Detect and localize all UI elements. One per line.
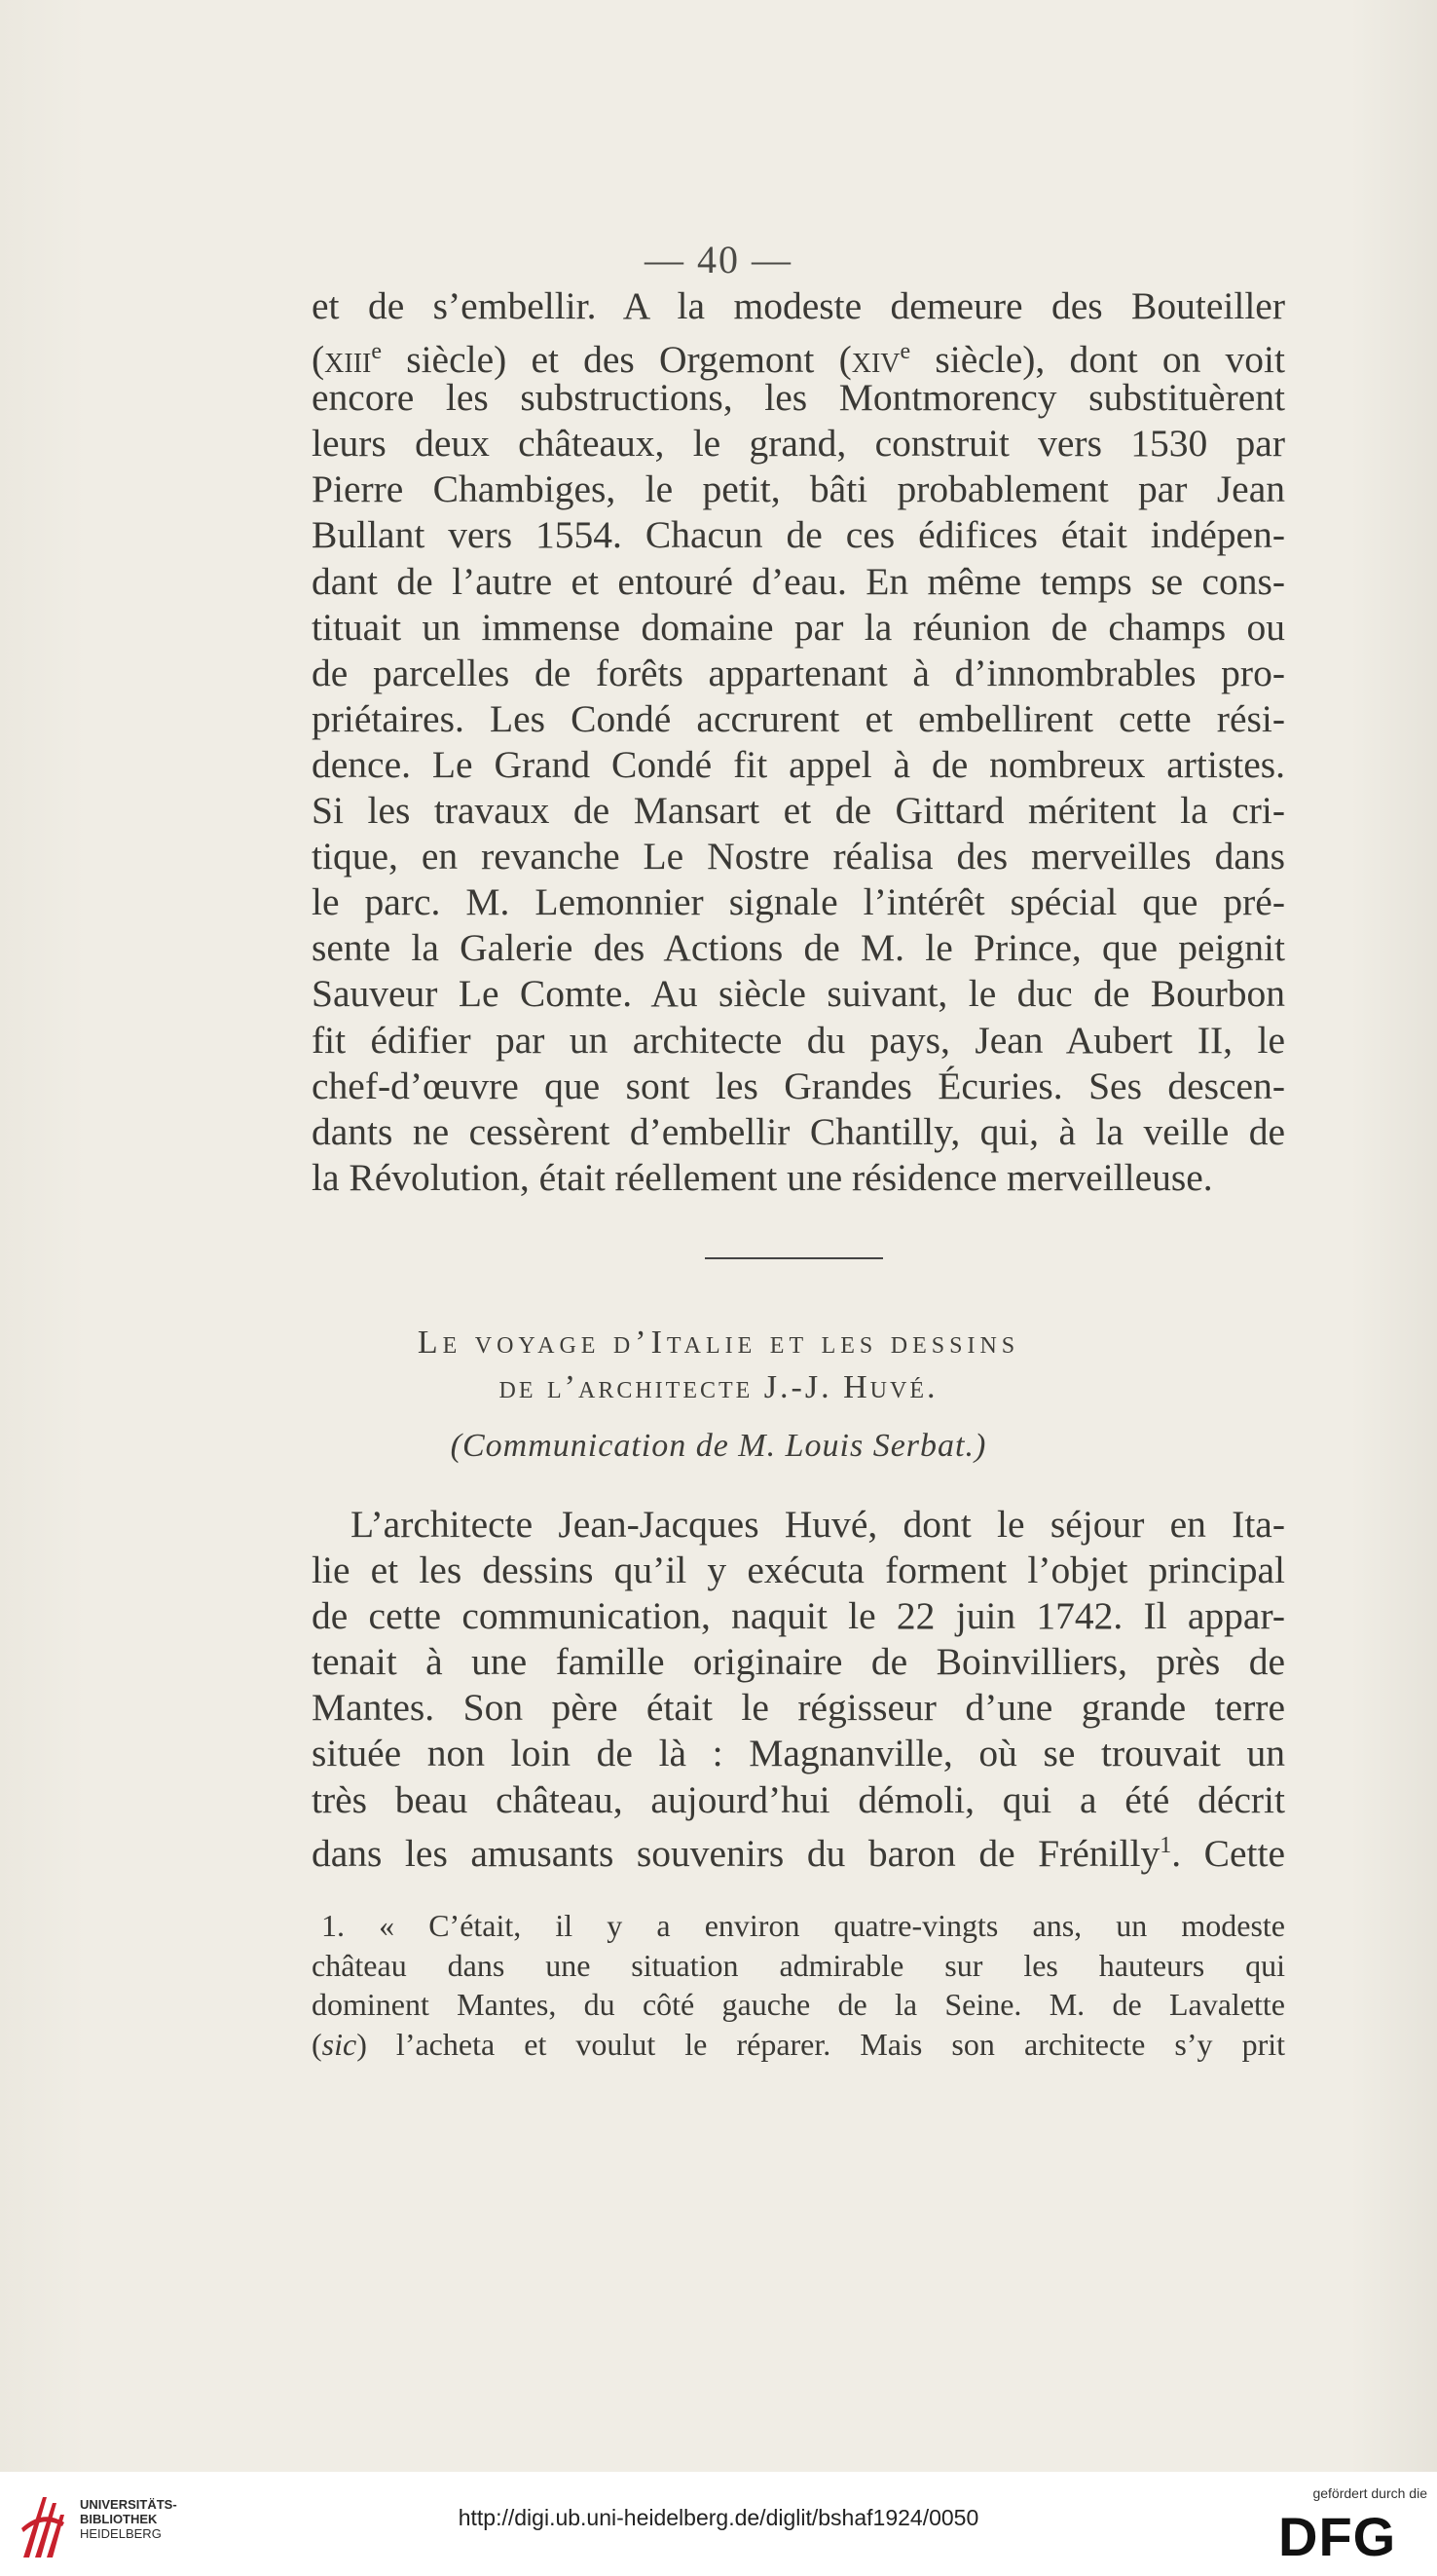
text-line: priétaires. Les Condé accrurent et embellirent cette rési- (312, 696, 1285, 740)
library-line: UNIVERSITÄTS- (80, 2497, 177, 2512)
text-line: L’architecte Jean-Jacques Huvé, dont le séjour en Ita- (350, 1503, 1285, 1546)
text-line: Bullant vers 1554. Chacun de ces édifices était indépen- (312, 513, 1285, 557)
text-line: Si les travaux de Mansart et de Gittard méritent la cri- (312, 789, 1285, 833)
century-numeral: xiv (851, 338, 901, 382)
footnote (312, 1906, 1285, 2064)
text-line: fit édifier par un architecte du pays, Jean Aubert II, le (312, 1018, 1285, 1062)
text-line: sente la Galerie des Actions de M. le Prince, que peignit (312, 926, 1285, 970)
superscript: e (900, 339, 911, 365)
text-line: chef-d’œuvre que sont les Grandes Écuries. Ses descen- (312, 1064, 1285, 1107)
text-line: très beau château, aujourd’hui démoli, qui a été décrit (312, 1777, 1285, 1821)
text-line: de cette communication, naquit le 22 juin 1742. Il appar- (312, 1594, 1285, 1638)
text-line: tique, en revanche Le Nostre réalisa des merveilles dans (312, 835, 1285, 878)
section-divider (705, 1257, 883, 1259)
footnote-line: (sic) l’acheta et voulut le réparer. Mais son architecte s’y prit (312, 2026, 1285, 2062)
century-numeral: xiii (324, 338, 372, 382)
sic-italic: sic (321, 2026, 357, 2062)
text-line: encore les substructions, les Montmorency substituèrent (312, 376, 1285, 420)
dfg-logo[interactable]: DFG (1278, 2506, 1397, 2567)
library-line: BIBLIOTHEK (80, 2512, 158, 2526)
text-line: dence. Le Grand Condé fit appel à de nombreux artistes. (312, 742, 1285, 786)
footnote-reference: 1 (1160, 1832, 1172, 1858)
section-title-line2: de l’architecte J.-J. Huvé. (498, 1369, 939, 1405)
text-line: (xiii$^e$ siècle) et des Orgemont (xiv$^e$ siècle), dont on voit (312, 338, 1286, 382)
text-line: Pierre Chambiges, le petit, bâti probablement par Jean (312, 467, 1285, 511)
text-line: lie et les dessins qu’il y exécuta forment l’objet principal (312, 1549, 1285, 1592)
text-line: tituait un immense domaine par la réunion de champs ou (312, 605, 1285, 649)
text-line: dans les amusants souvenirs du baron de Frénilly$^1$. Cette (312, 1831, 1286, 1875)
page-number: — 40 — (645, 238, 792, 281)
text-line: située non loin de là : Magnanville, où se trouvait un (312, 1732, 1285, 1775)
text-line: tenait à une famille originaire de Boinvilliers, près de (312, 1640, 1285, 1684)
text-line: Mantes. Son père était le régisseur d’une grande terre (312, 1686, 1285, 1730)
funding-label: gefördert durch die (1312, 2485, 1427, 2501)
library-line: HEIDELBERG (80, 2526, 162, 2541)
superscript: e (371, 339, 383, 365)
text-line: et de s’embellir. A la modeste demeure des Bouteiller (312, 284, 1285, 327)
text-line: de parcelles de forêts appartenant à d’innombrables pro- (312, 651, 1285, 694)
paragraph-huve (312, 1502, 1286, 1875)
communication-byline: (Communication de M. Louis Serbat.) (450, 1428, 987, 1464)
permalink-url[interactable]: http://digi.ub.uni-heidelberg.de/diglit/bshaf1924/0050 (458, 2505, 979, 2530)
text-line: leurs deux châteaux, le grand, construit vers 1530 par (312, 422, 1285, 466)
footnote-line: dominent Mantes, du côté gauche de la Seine. M. de Lavalette (312, 1987, 1285, 2022)
text-line: le parc. M. Lemonnier signale l’intérêt spécial que pré- (312, 880, 1285, 924)
footnote-line: 1. « C’était, il y a environ quatre-vingts ans, un modeste (321, 1908, 1285, 1943)
text-line: dants ne cessèrent d’embellir Chantilly, qui, à la veille de (312, 1109, 1285, 1153)
text-line: la Révolution, était réellement une résidence merveilleuse. (312, 1155, 1213, 1199)
section-title: Le voyage d’Italie et les dessins (417, 1325, 1020, 1361)
paragraph-chantilly-history (312, 283, 1285, 1201)
text-line: Sauveur Le Comte. Au siècle suivant, le duc de Bourbon (312, 972, 1285, 1016)
text-line: dant de l’autre et entouré d’eau. En même temps se cons- (312, 559, 1285, 603)
footnote-line: château dans une situation admirable sur les hauteurs qui (312, 1947, 1285, 1983)
